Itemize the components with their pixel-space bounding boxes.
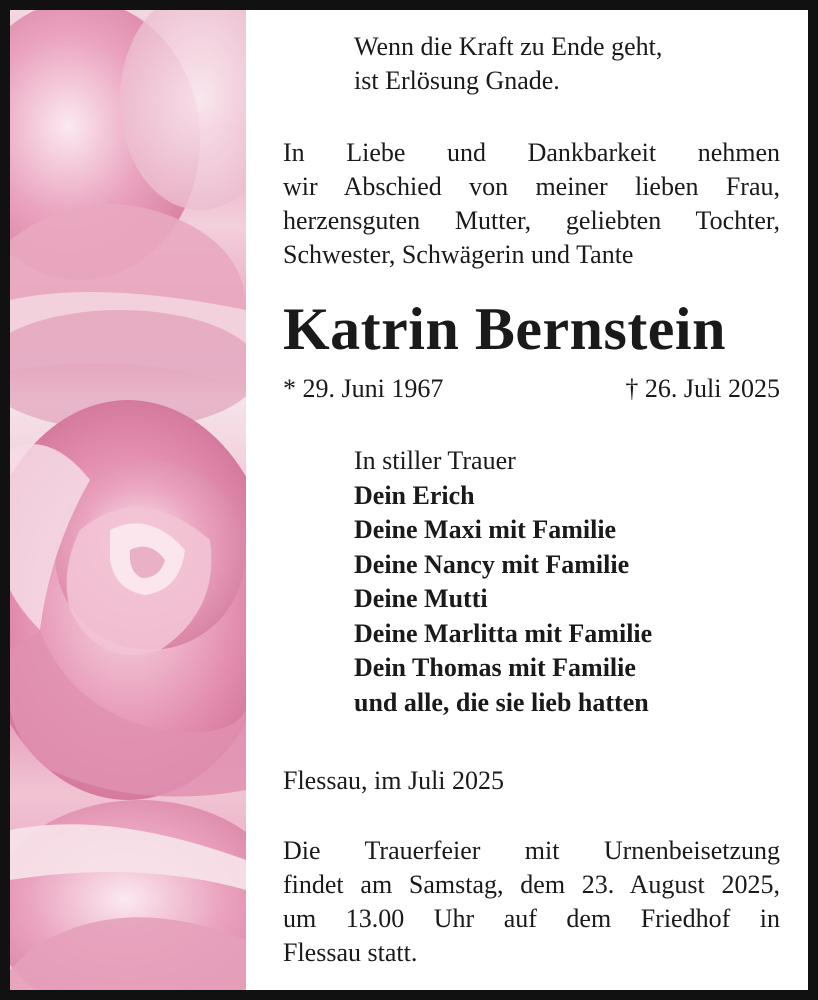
intro-line-2: wir Abschied von meiner lieben Frau, <box>283 172 780 201</box>
intro-line-1: In Liebe und Dankbarkeit nehmen <box>283 138 780 167</box>
deceased-name: Katrin Bernstein <box>283 296 726 362</box>
quote-line-1: Wenn die Kraft zu Ende geht, <box>354 32 663 61</box>
mourner: Deine Marlitta mit Familie <box>354 618 653 648</box>
mourner: Dein Thomas mit Familie <box>354 653 636 682</box>
funeral-line-3: um 13.00 Uhr auf dem Friedhof in <box>283 904 780 933</box>
mourner: und alle, die sie lieb hatten <box>354 687 649 717</box>
death-date: † 26. Juli 2025 <box>625 374 780 403</box>
mourner: Deine Nancy mit Familie <box>354 549 630 579</box>
roses-photo <box>10 10 246 990</box>
mourners-list <box>354 444 652 720</box>
notice-text <box>246 10 808 990</box>
intro-line-3: herzensguten Mutter, geliebten Tochter, <box>283 206 780 235</box>
mourning-intro: In stiller Trauer <box>354 446 516 475</box>
birth-date: * 29. Juni 1967 <box>283 374 444 403</box>
mourner: Deine Mutti <box>354 584 488 613</box>
funeral-line-4: Flessau statt. <box>283 938 418 967</box>
place-date: Flessau, im Juli 2025 <box>283 766 505 795</box>
funeral-line-1: Die Trauerfeier mit Urnenbeisetzung <box>283 836 780 865</box>
mourner: Dein Erich <box>354 480 475 510</box>
funeral-line-2: findet am Samstag, dem 23. August 2025, <box>283 870 780 899</box>
quote-line-2: ist Erlösung Gnade. <box>354 66 560 95</box>
intro-line-4: Schwester, Schwägerin und Tante <box>283 240 634 269</box>
mourner: Deine Maxi mit Familie <box>354 515 617 544</box>
roses-illustration <box>10 10 246 990</box>
